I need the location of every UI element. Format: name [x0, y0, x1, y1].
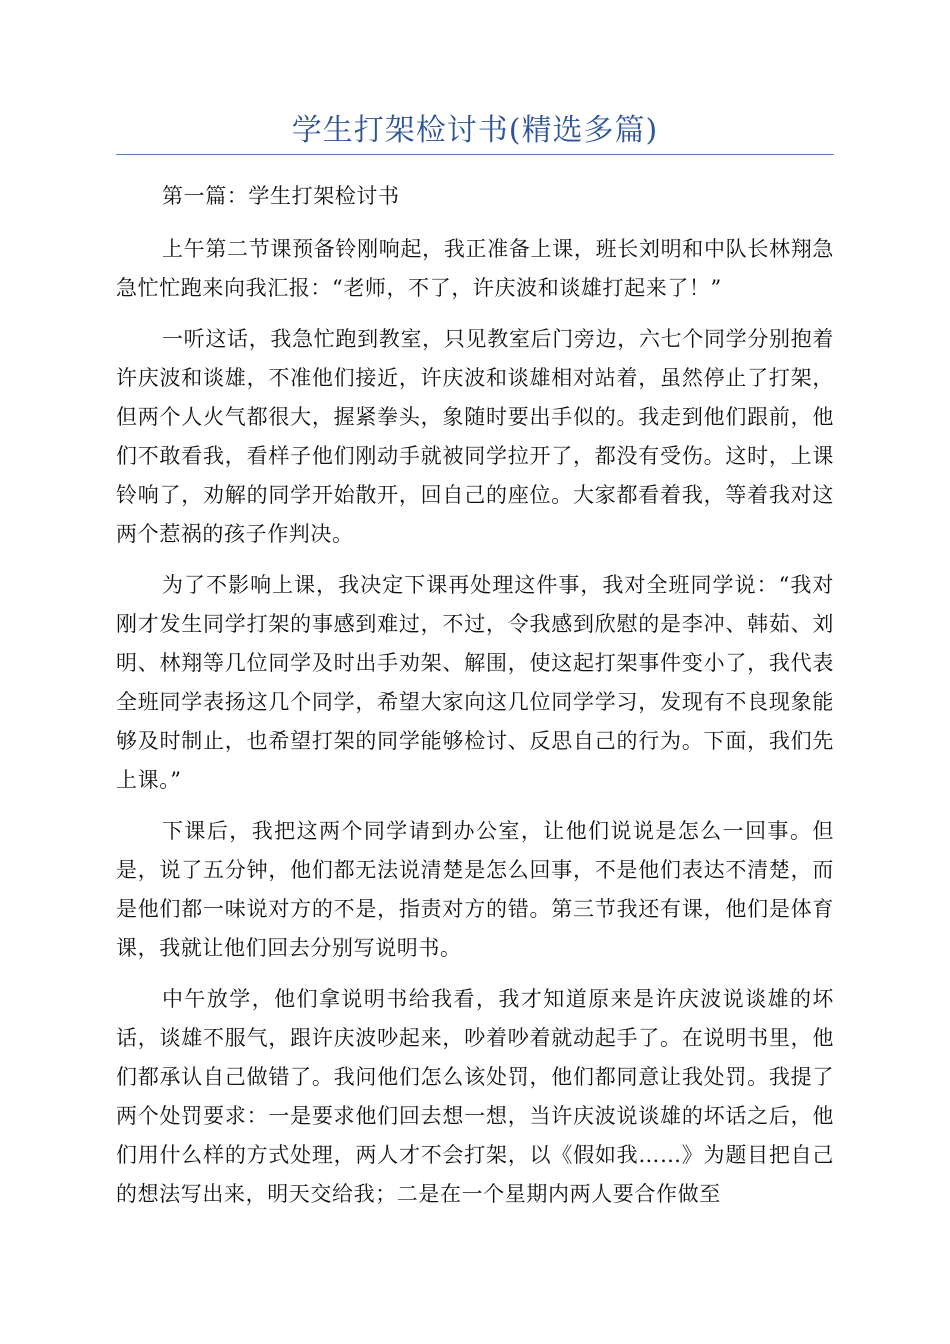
paragraph-2: 一听这话，我急忙跑到教室，只见教室后门旁边，六七个同学分别抱着许庆波和谈雄，不准他们接近，许庆波和谈雄相对站着，虽然停止了打架，但两个人火气都很大，握紧拳头，象随时要出手似的。我走到他们跟前，他们不敢看我，看样子他们刚动手就被同学拉开了，都没有受伤。这时，上课铃响了，劝解的同学开始散开，回自己的座位。大家都看着我，等着我对这两个惹祸的孩子作判决。: [116, 327, 834, 546]
section-heading: 第一篇：学生打架检讨书: [162, 184, 400, 208]
paragraph-1: 上午第二节课预备铃刚响起，我正准备上课，班长刘明和中队长林翔急急忙忙跑来向我汇报：“老师，不了，许庆波和谈雄打起来了！”: [116, 237, 834, 300]
document-title: 学生打架检讨书(精选多篇): [291, 113, 659, 148]
paragraph-5: 中午放学，他们拿说明书给我看，我才知道原来是许庆波说谈雄的坏话，谈雄不服气，跟许庆波吵起来，吵着吵着就动起手了。在说明书里，他们都承认自己做错了。我问他们怎么该处罚，他们都同意让我处罚。我提了两个处罚要求：一是要求他们回去想一想，当许庆波说谈雄的坏话之后，他们用什么样的方式处理，两人才不会打架，以《假如我……》为题目把自己的想法写出来，明天交给我；二是在一个星期内两人要合作做至: [116, 987, 834, 1206]
paragraph-3: 为了不影响上课，我决定下课再处理这件事，我对全班同学说：“我对刚才发生同学打架的事感到难过，不过，令我感到欣慰的是李冲、韩茹、刘明、林翔等几位同学及时出手劝架、解围，使这起打架事件变小了，我代表全班同学表扬这几个同学，希望大家向这几位同学学习，发现有不良现象能够及时制止，也希望打架的同学能够检讨、反思自己的行为。下面，我们先上课。”: [116, 573, 834, 792]
document-body: [116, 177, 834, 1226]
paragraph-4: 下课后，我把这两个同学请到办公室，让他们说说是怎么一回事。但是，说了五分钟，他们都无法说清楚是怎么回事，不是他们表达不清楚，而是他们都一味说对方的不是，指责对方的错。第三节我还有课，他们是体育课，我就让他们回去分别写说明书。: [116, 819, 834, 960]
title-underline: [116, 154, 834, 155]
